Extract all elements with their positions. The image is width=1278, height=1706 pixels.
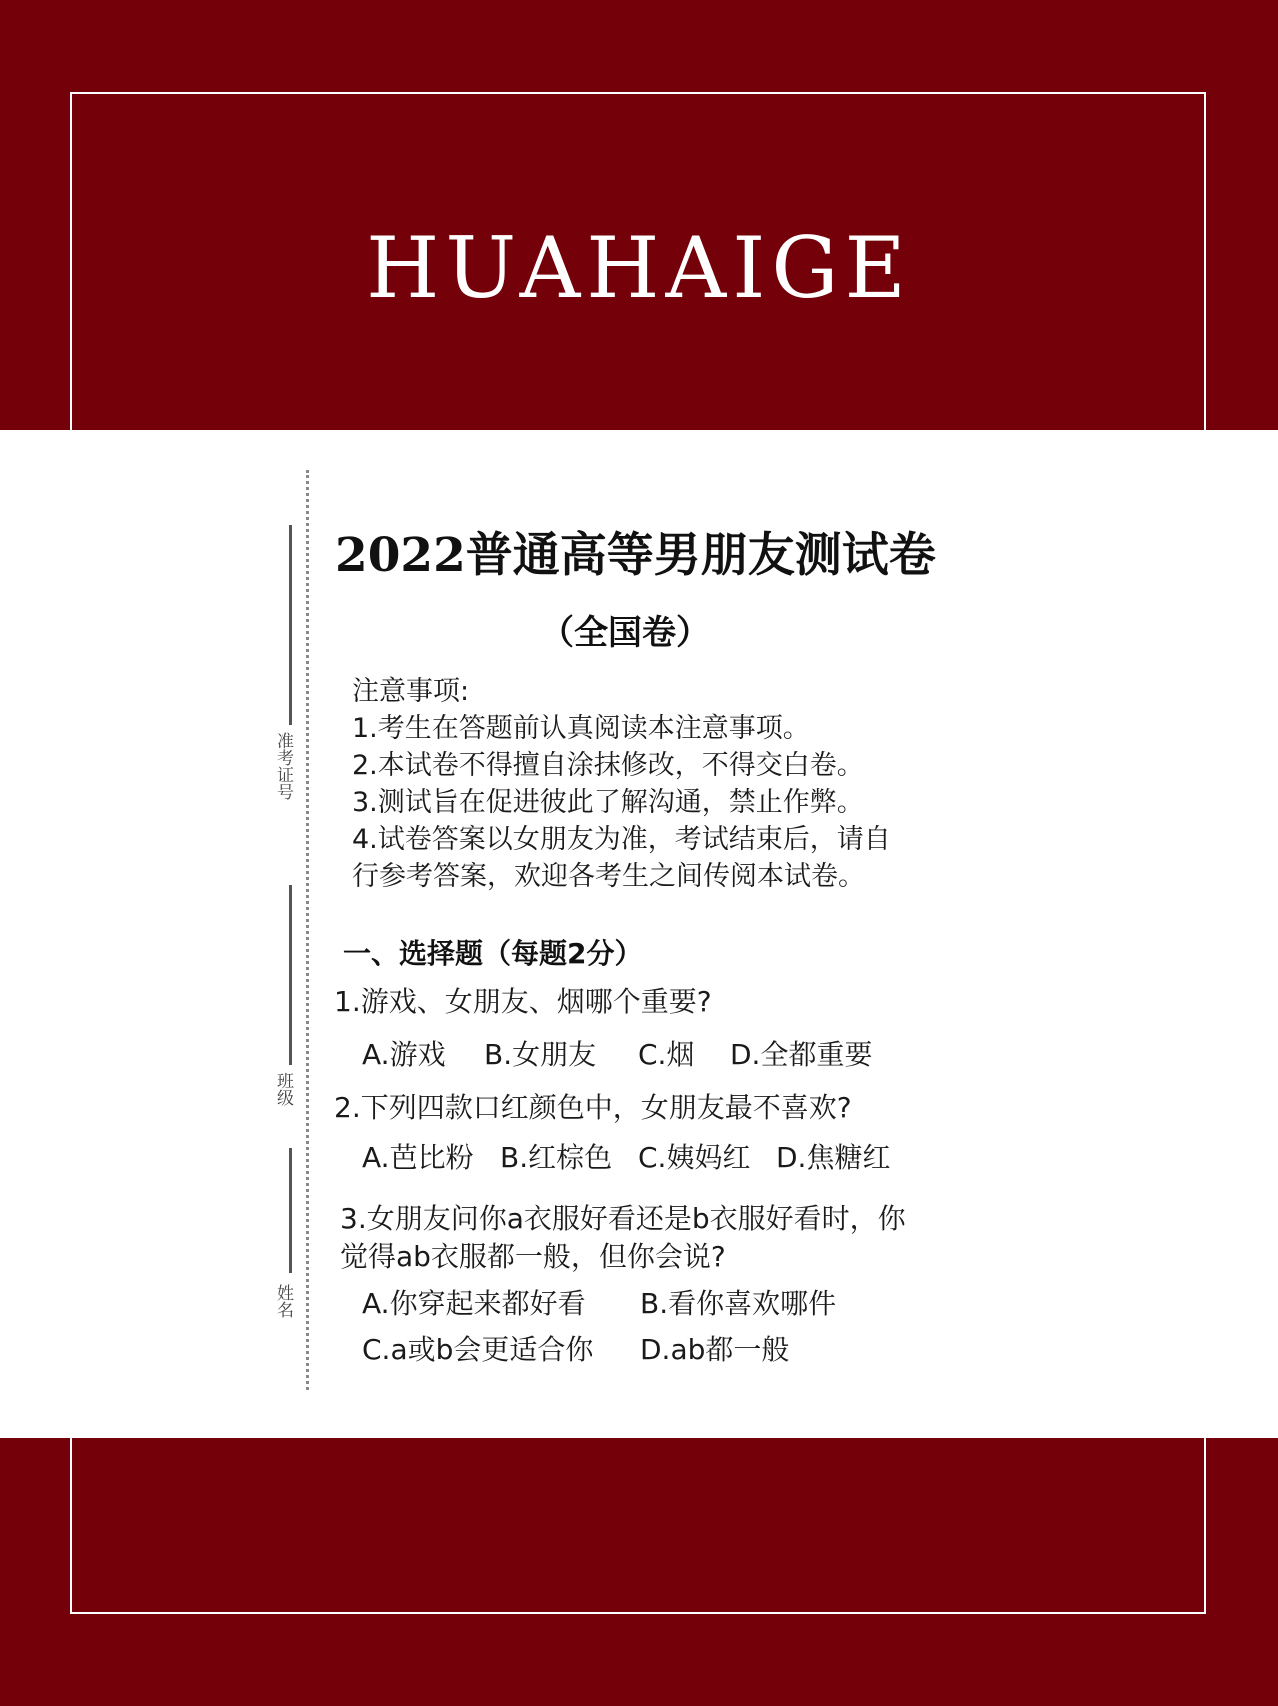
note-line: 2.本试卷不得擅自涂抹修改，不得交白卷。 xyxy=(352,750,864,781)
section-title: 一、选择题（每题2分） xyxy=(343,937,643,970)
note-line: 行参考答案，欢迎各考生之间传阅本试卷。 xyxy=(352,861,865,892)
option: B.红棕色 xyxy=(500,1141,613,1174)
name-label: 姓名 xyxy=(273,1284,293,1318)
note-line: 4.试卷答案以女朋友为准，考试结束后，请自 xyxy=(352,824,891,855)
exam-id-label: 准考证号 xyxy=(273,732,293,800)
option: C.烟 xyxy=(638,1038,695,1071)
question-3-options xyxy=(362,1328,789,1368)
notes-heading: 注意事项: xyxy=(352,676,470,707)
option: A.游戏 xyxy=(362,1038,446,1071)
question-1-options xyxy=(362,1033,872,1073)
binding-line xyxy=(289,525,292,725)
question-2-stem: 2.下列四款口红颜色中，女朋友最不喜欢? xyxy=(334,1091,852,1124)
binding-line xyxy=(289,1148,292,1273)
brand-title: HUAHAIGE xyxy=(366,219,912,317)
option: A.芭比粉 xyxy=(362,1141,474,1174)
question-2-options xyxy=(362,1136,890,1176)
question-1-stem: 1.游戏、女朋友、烟哪个重要? xyxy=(334,985,712,1018)
option: C.姨妈红 xyxy=(638,1141,751,1174)
option: A.你穿起来都好看 xyxy=(362,1287,586,1320)
note-line: 3.测试旨在促进彼此了解沟通，禁止作弊。 xyxy=(352,787,864,818)
paper-subtitle: （全国卷） xyxy=(540,613,710,653)
class-label: 班级 xyxy=(273,1072,293,1106)
option: D.全都重要 xyxy=(730,1038,873,1071)
notes-block xyxy=(352,673,972,895)
paper-title: 2022普通高等男朋友测试卷 xyxy=(335,528,936,583)
note-line: 1.考生在答题前认真阅读本注意事项。 xyxy=(352,713,810,744)
option: D.焦糖红 xyxy=(776,1141,891,1174)
binding-dotted-line xyxy=(306,470,309,1390)
option: B.女朋友 xyxy=(484,1038,597,1071)
binding-line xyxy=(289,885,292,1065)
question-3-stem: 3.女朋友问你a衣服好看还是b衣服好看时，你 xyxy=(340,1202,906,1235)
question-3-stem: 觉得ab衣服都一般，但你会说? xyxy=(340,1240,726,1273)
option: B.看你喜欢哪件 xyxy=(640,1287,837,1320)
option: D.ab都一般 xyxy=(640,1333,790,1366)
option: C.a或b会更适合你 xyxy=(362,1333,594,1366)
question-3-options xyxy=(362,1282,836,1322)
